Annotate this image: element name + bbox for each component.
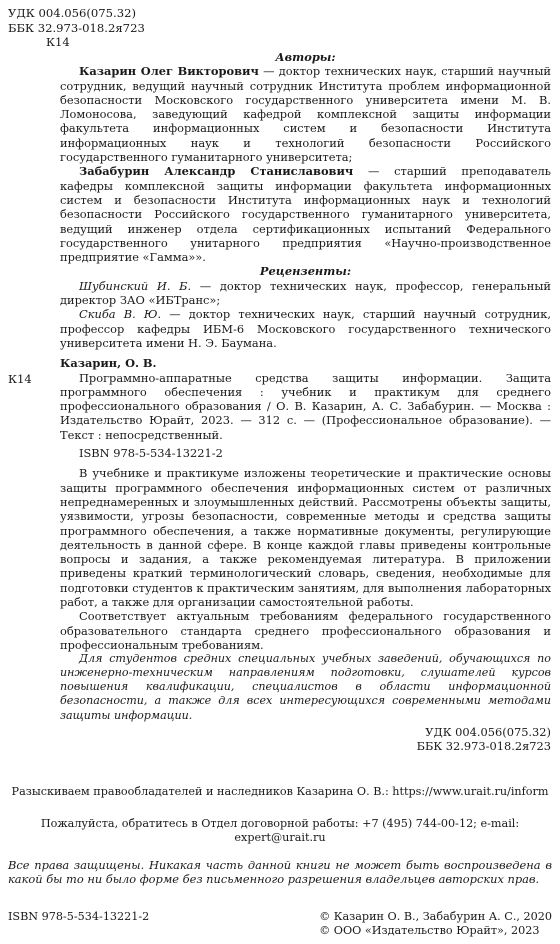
side-author-sign: К14	[8, 372, 32, 386]
annotation-udk: УДК 004.056(075.32)	[425, 724, 551, 739]
annotation-bbk: ББК 32.973-018.2я723	[416, 738, 551, 753]
bbk-code: ББК 32.973-018.2я723	[8, 20, 145, 35]
reviewer-entry	[60, 279, 551, 308]
classification-block	[8, 6, 145, 50]
bottom-row	[8, 910, 552, 939]
authors-heading: Авторы:	[275, 50, 336, 64]
rights-reserved-note: Все права защищены. Никакая часть данной книги не может быть воспроизведена в какой бы то ни было форме без письменного разрешения владельцев авторских прав.	[8, 858, 552, 887]
copyright-publisher: © ООО «Издательство Юрайт», 2023	[319, 924, 540, 938]
contact-note: Пожалуйста, обратитесь в Отдел договорной работы: +7 (495) 744-00-12; e-mail: expert@urait.ru	[40, 817, 520, 845]
author-description: — старший преподаватель кафедры комплексной защиты информации факультета информационных систем и безопасности Института информационных наук и технологий безопасности Российского государственного гуманитарного университета, ведущий инженер отдела сертификационных испытаний Федерального государственного унитарного предприятия «Научно-производственное предприятие «Гамма»».	[60, 164, 551, 265]
main-text	[60, 50, 551, 753]
reviewer-name: Скиба В. Ю.	[79, 307, 162, 322]
footer-isbn: ISBN 978-5-534-13221-2	[8, 910, 150, 923]
record-author-heading: Казарин, О. В.	[60, 356, 157, 371]
author-description: — доктор технических наук, старший научный сотрудник, ведущий научный сотрудник Института проблем информационной безопасности Московского государственного университета имени М. В. Ломоносова, заведующий кафедрой комплексной защиты информации факультета информационных систем и безопасности Института информационных наук и технологий безопасности Российского государственного гуманитарного университета;	[60, 64, 551, 165]
author-name: Казарин Олег Викторович	[79, 64, 259, 79]
copyright-authors: © Казарин О. В., Забабурин А. С., 2020	[319, 910, 552, 923]
bibliographic-description: Программно-аппаратные средства защиты информации. Защита программного обеспечения : учебник и практикум для среднего профессионального образования / О. В. Казарин, А. С. Забабурин. — Москва : Издательство Юрайт, 2023. — 312 с. — (Профессиональное образование). — Текст : непосредственный.	[60, 370, 551, 442]
rightsholder-search-note: Разыскиваем правообладателей и наследников Казарина О. В.: https://www.urait.ru/inform	[11, 785, 549, 798]
reviewer-entry	[60, 307, 551, 350]
author-entry	[60, 64, 551, 164]
reviewer-description: — доктор технических наук, профессор, генеральный директор ЗАО «ИБТранс»;	[60, 278, 551, 308]
copyrights	[319, 910, 552, 939]
annotation-paragraph: В учебнике и практикуме изложены теоретические и практические основы защиты программного обеспечения информационных систем от различных непреднамеренных и злоумышленных действий. Рассмотрены объекты защиты, уязвимости, угрозы безопасности, современные методы и средства защиты программного обеспечения, а также нормативные документы, регулирующие деятельность в данной сфере. В конце каждой главы приведены контрольные вопросы и задания, а также рекомендуемая литература. В приложении приведены краткий терминологический словарь, сведения, необходимые для подготовки студентов к практическим занятиям, для выполнения лабораторных работ, а также для организации самостоятельной работы.	[60, 466, 551, 609]
reviewers-heading: Рецензенты:	[259, 264, 352, 279]
author-entry	[60, 164, 551, 264]
reviewer-name: Шубинский И. Б.	[79, 278, 192, 293]
annotation-paragraph: Соответствует актуальным требованиям федерального государственного образовательного стандарта среднего профессионального образования и профессиональным требованиям.	[60, 609, 551, 652]
author-sign: К14	[46, 35, 70, 50]
audience-note: Для студентов средних специальных учебных заведений, обучающихся по инженерно-техническим направлениям подготовки, слушателей курсов повышения квалификации, специалистов в области информационной безопасности, а также для всех интересующихся современными методами защиты информации.	[60, 652, 551, 722]
author-name: Забабурин Александр Станиславович	[79, 164, 354, 179]
udk-code: УДК 004.056(075.32)	[8, 6, 137, 20]
record-isbn: ISBN 978-5-534-13221-2	[79, 446, 223, 461]
annotation	[60, 466, 551, 753]
reviewer-description: — доктор технических наук, старший научный сотрудник, профессор кафедры ИБМ-6 Московского государственного технического университета имени Н. Э. Баумана.	[60, 307, 551, 350]
